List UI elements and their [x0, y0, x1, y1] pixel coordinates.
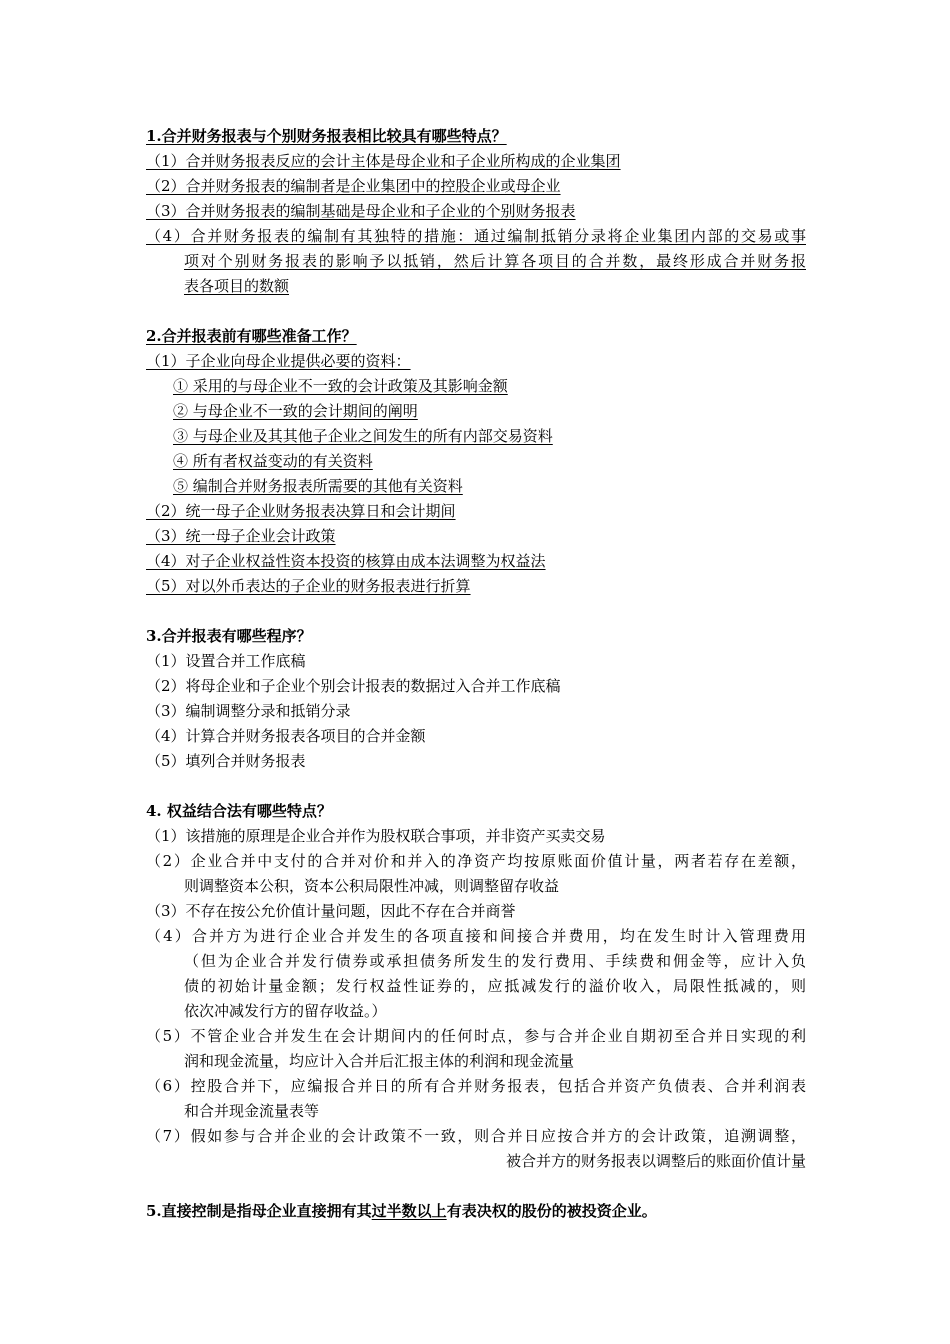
q4-item-4-line2: （但为企业合并发行债券或承担债务所发生的发行费用、手续费和佣金等，应计入负	[184, 952, 806, 970]
q1-item-4-line1: （4）合并财务报表的编制有其独特的措施：通过编制抵销分录将企业集团内部的交易或事	[146, 227, 806, 245]
q4-item-7-line1: （7）假如参与合并企业的会计政策不一致，则合并日应按合并方的会计政策，追溯调整，	[146, 1127, 806, 1145]
q4-item-7-line2: 被合并方的财务报表以调整后的账面价值计量	[505, 1152, 806, 1170]
q5-statement	[146, 1201, 657, 1221]
q2-subitem-4: ④ 所有者权益变动的有关资料	[173, 452, 373, 470]
q3-item-3: （3）编制调整分录和抵销分录	[146, 702, 351, 720]
q2-subitem-3: ③ 与母企业及其其他子企业之间发生的所有内部交易资料	[173, 427, 553, 445]
q1-item-1: （1）合并财务报表反应的会计主体是母企业和子企业所构成的企业集团	[146, 152, 621, 170]
q4-item-4-line4: 依次冲减发行方的留存收益。）	[184, 1002, 387, 1020]
q2-title: 2.合并报表前有哪些准备工作？	[146, 327, 357, 345]
q4-item-5-line2: 润和现金流量，均应计入合并后汇报主体的利润和现金流量	[184, 1052, 575, 1070]
q1-item-4-line3: 表各项目的数额	[184, 277, 290, 295]
q4-item-6-line2: 和合并现金流量表等	[184, 1102, 320, 1120]
q2-item-3: （3）统一母子企业会计政策	[146, 527, 336, 545]
q2-item-4: （4）对子企业权益性资本投资的核算由成本法调整为权益法	[146, 552, 546, 570]
q4-item-1: （1）该措施的原理是企业合并作为股权联合事项，并非资产买卖交易	[146, 827, 606, 845]
q1-item-2: （2）合并财务报表的编制者是企业集团中的控股企业或母企业	[146, 177, 561, 195]
q2-item-5: （5）对以外币表达的子企业的财务报表进行折算	[146, 577, 471, 595]
q3-item-2: （2）将母企业和子企业个别会计报表的数据过入合并工作底稿	[146, 677, 561, 695]
q1-title: 1.合并财务报表与个别财务报表相比较具有哪些特点？	[146, 127, 507, 145]
q2-item-2: （2）统一母子企业财务报表决算日和会计期间	[146, 502, 456, 520]
q3-item-4: （4）计算合并财务报表各项目的合并金额	[146, 727, 426, 745]
q3-item-1: （1）设置合并工作底稿	[146, 652, 306, 670]
q4-item-5-line1: （5）不管企业合并发生在会计期间内的任何时点，参与合并企业自期初至合并日实现的利	[146, 1027, 806, 1045]
q4-item-3: （3）不存在按公允价值计量问题，因此不存在合并商誉	[146, 902, 516, 920]
q1-item-4-line2: 项对个别财务报表的影响予以抵销，然后计算各项目的合并数，最终形成合并财务报	[184, 252, 806, 270]
q4-item-4-line1: （4）合并方为进行企业合并发生的各项直接和间接合并费用，均在发生时计入管理费用	[146, 927, 806, 945]
q2-subitem-2: ② 与母企业不一致的会计期间的阐明	[173, 402, 418, 420]
q4-title: 4. 权益结合法有哪些特点？	[146, 802, 332, 820]
q2-subitem-1: ① 采用的与母企业不一致的会计政策及其影响金额	[173, 377, 508, 395]
q5-text-post: 有表决权的股份的被投资企业。	[446, 1202, 657, 1220]
q3-title: 3.合并报表有哪些程序？	[146, 627, 312, 645]
q4-item-4-line3: 债的初始计量金额；发行权益性证券的，应抵减发行的溢价收入，局限性抵减的，则	[184, 977, 806, 995]
q5-text-emphasis: 过半数以上	[371, 1202, 447, 1220]
q4-item-2-line1: （2）企业合并中支付的合并对价和并入的净资产均按原账面价值计量，两者若存在差额，	[146, 852, 806, 870]
q3-item-5: （5）填列合并财务报表	[146, 752, 306, 770]
q2-subitem-5: ⑤ 编制合并财务报表所需要的其他有关资料	[173, 477, 463, 495]
q5-text-pre: 5.直接控制是指母企业直接拥有其	[146, 1202, 372, 1220]
q1-item-3: （3）合并财务报表的编制基础是母企业和子企业的个别财务报表	[146, 202, 576, 220]
q2-item-1: （1）子企业向母企业提供必要的资料：	[146, 352, 411, 370]
q4-item-6-line1: （6）控股合并下，应编报合并日的所有合并财务报表，包括合并资产负债表、合并利润表	[146, 1077, 806, 1095]
q4-item-2-line2: 则调整资本公积，资本公积局限性冲减，则调整留存收益	[184, 877, 560, 895]
